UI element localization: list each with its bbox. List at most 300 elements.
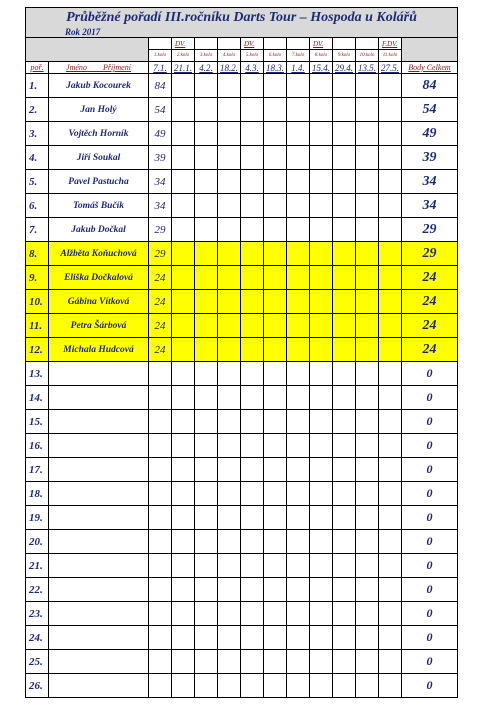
total-points-cell: 0 xyxy=(402,626,458,650)
round-points-cell xyxy=(218,602,241,626)
round-mark xyxy=(333,38,356,50)
table-row xyxy=(26,218,458,242)
round-points-cell xyxy=(149,458,172,482)
round-points-cell xyxy=(333,506,356,530)
round-points-cell: 29 xyxy=(149,242,172,266)
round-points-cell xyxy=(287,530,310,554)
player-name-cell xyxy=(49,362,149,386)
round-points-cell xyxy=(310,554,333,578)
round-points-cell xyxy=(356,98,379,122)
table-row xyxy=(26,458,458,482)
round-points-cell xyxy=(287,218,310,242)
round-points-cell xyxy=(333,242,356,266)
round-points-cell xyxy=(149,554,172,578)
rank-cell: 9. xyxy=(26,266,49,290)
round-points-cell xyxy=(379,194,402,218)
round-label: 2.kolo xyxy=(172,50,195,62)
round-points-cell xyxy=(172,74,195,98)
round-label: 4.kolo xyxy=(218,50,241,62)
round-points-cell xyxy=(149,650,172,674)
round-points-cell xyxy=(218,434,241,458)
player-name-cell xyxy=(49,554,149,578)
round-points-cell xyxy=(218,506,241,530)
standings-sheet xyxy=(25,7,458,698)
player-name-cell xyxy=(49,506,149,530)
round-points-cell xyxy=(310,242,333,266)
round-points-cell xyxy=(379,602,402,626)
table-row xyxy=(26,314,458,338)
round-points-cell xyxy=(195,434,218,458)
round-points-cell xyxy=(172,530,195,554)
round-points-cell xyxy=(379,74,402,98)
round-points-cell xyxy=(172,410,195,434)
table-row xyxy=(26,98,458,122)
round-points-cell: 24 xyxy=(149,314,172,338)
round-points-cell xyxy=(264,98,287,122)
round-points-cell xyxy=(333,410,356,434)
round-points-cell xyxy=(333,218,356,242)
round-points-cell xyxy=(218,290,241,314)
round-points-cell xyxy=(264,122,287,146)
round-label: 9.kolo xyxy=(333,50,356,62)
round-points-cell xyxy=(218,98,241,122)
round-points-cell xyxy=(287,602,310,626)
table-row xyxy=(26,650,458,674)
rank-cell: 1. xyxy=(26,74,49,98)
round-points-cell xyxy=(195,602,218,626)
rank-cell: 8. xyxy=(26,242,49,266)
round-points-cell xyxy=(333,146,356,170)
round-date: 21.1. xyxy=(172,62,195,74)
table-row xyxy=(26,530,458,554)
round-points-cell xyxy=(241,530,264,554)
round-points-cell xyxy=(287,98,310,122)
round-points-cell xyxy=(218,674,241,698)
total-points-cell: 34 xyxy=(402,194,458,218)
round-points-cell xyxy=(379,434,402,458)
round-points-cell xyxy=(333,650,356,674)
round-points-cell xyxy=(149,626,172,650)
round-points-cell xyxy=(218,386,241,410)
round-points-cell xyxy=(218,74,241,98)
round-points-cell xyxy=(241,146,264,170)
header-body-celkem: Body Celkem xyxy=(402,62,458,74)
round-points-cell xyxy=(356,506,379,530)
total-points-cell: 29 xyxy=(402,218,458,242)
round-points-cell xyxy=(310,578,333,602)
round-points-cell xyxy=(356,410,379,434)
round-points-cell xyxy=(310,602,333,626)
round-points-cell xyxy=(287,554,310,578)
round-points-cell xyxy=(356,194,379,218)
round-points-cell xyxy=(333,98,356,122)
round-date: 27.5. xyxy=(379,62,402,74)
rank-cell: 7. xyxy=(26,218,49,242)
round-points-cell xyxy=(195,290,218,314)
round-points-cell: 34 xyxy=(149,170,172,194)
table-row xyxy=(26,554,458,578)
round-points-cell xyxy=(172,218,195,242)
round-points-cell xyxy=(356,170,379,194)
round-points-cell xyxy=(310,170,333,194)
round-points-cell xyxy=(264,482,287,506)
round-points-cell xyxy=(264,266,287,290)
round-points-cell xyxy=(241,242,264,266)
round-points-cell xyxy=(195,218,218,242)
total-points-cell: 0 xyxy=(402,506,458,530)
round-points-cell xyxy=(356,578,379,602)
round-points-cell xyxy=(149,362,172,386)
round-points-cell xyxy=(333,290,356,314)
round-points-cell xyxy=(172,338,195,362)
table-row xyxy=(26,626,458,650)
round-label: 3.kolo xyxy=(195,50,218,62)
round-points-cell xyxy=(218,242,241,266)
rank-cell: 20. xyxy=(26,530,49,554)
player-name-cell: Eliška Dočkalová xyxy=(49,266,149,290)
round-points-cell xyxy=(241,434,264,458)
player-name-cell xyxy=(49,602,149,626)
round-mark xyxy=(264,38,287,50)
round-points-cell xyxy=(379,290,402,314)
table-row xyxy=(26,410,458,434)
round-points-cell xyxy=(172,578,195,602)
round-points-cell xyxy=(172,458,195,482)
round-points-cell xyxy=(218,410,241,434)
round-points-cell xyxy=(264,650,287,674)
round-points-cell xyxy=(172,434,195,458)
player-name-cell: Jan Holý xyxy=(49,98,149,122)
table-row xyxy=(26,170,458,194)
round-label: 6.kolo xyxy=(264,50,287,62)
total-points-cell: 0 xyxy=(402,674,458,698)
round-points-cell xyxy=(264,602,287,626)
round-points-cell xyxy=(172,362,195,386)
round-points-cell xyxy=(379,650,402,674)
round-points-cell xyxy=(218,146,241,170)
round-points-cell xyxy=(195,362,218,386)
player-name-cell: Jakub Kocourek xyxy=(49,74,149,98)
round-points-cell xyxy=(379,674,402,698)
round-points-cell xyxy=(356,602,379,626)
round-points-cell xyxy=(241,314,264,338)
round-points-cell xyxy=(379,242,402,266)
round-points-cell xyxy=(356,218,379,242)
round-points-cell xyxy=(333,314,356,338)
round-points-cell xyxy=(356,290,379,314)
round-points-cell xyxy=(287,434,310,458)
round-points-cell xyxy=(264,314,287,338)
round-points-cell xyxy=(172,674,195,698)
round-points-cell xyxy=(379,482,402,506)
round-points-cell xyxy=(356,482,379,506)
round-points-cell xyxy=(195,554,218,578)
round-points-cell xyxy=(241,482,264,506)
round-points-cell xyxy=(379,554,402,578)
round-points-cell xyxy=(264,554,287,578)
total-points-cell: 0 xyxy=(402,482,458,506)
round-points-cell xyxy=(333,170,356,194)
round-points-cell xyxy=(172,98,195,122)
round-points-cell xyxy=(241,602,264,626)
round-points-cell xyxy=(195,74,218,98)
round-points-cell xyxy=(356,338,379,362)
round-points-cell xyxy=(241,98,264,122)
table-row xyxy=(26,122,458,146)
round-points-cell xyxy=(310,98,333,122)
round-points-cell xyxy=(172,650,195,674)
round-points-cell xyxy=(356,74,379,98)
round-points-cell xyxy=(172,266,195,290)
total-points-cell: 0 xyxy=(402,578,458,602)
round-points-cell xyxy=(287,362,310,386)
round-points-cell xyxy=(195,506,218,530)
player-name-cell: Jakub Dočkal xyxy=(49,218,149,242)
round-points-cell xyxy=(241,194,264,218)
round-points-cell xyxy=(333,386,356,410)
round-points-cell xyxy=(149,578,172,602)
round-mark: DV. xyxy=(172,38,195,50)
round-points-cell xyxy=(241,458,264,482)
header-name xyxy=(49,62,149,74)
round-points-cell xyxy=(287,170,310,194)
rank-cell: 2. xyxy=(26,98,49,122)
round-points-cell xyxy=(218,194,241,218)
round-points-cell xyxy=(264,578,287,602)
round-date: 18.3. xyxy=(264,62,287,74)
round-points-cell xyxy=(310,434,333,458)
round-points-cell: 29 xyxy=(149,218,172,242)
header-total-spacer xyxy=(402,38,458,62)
round-points-cell xyxy=(241,290,264,314)
round-points-cell xyxy=(149,674,172,698)
round-points-cell xyxy=(195,266,218,290)
round-date: 7.1. xyxy=(149,62,172,74)
round-points-cell xyxy=(264,338,287,362)
round-points-cell xyxy=(195,650,218,674)
round-points-cell xyxy=(218,626,241,650)
round-points-cell xyxy=(172,122,195,146)
round-points-cell xyxy=(218,170,241,194)
round-points-cell xyxy=(310,362,333,386)
round-points-cell xyxy=(241,338,264,362)
round-points-cell xyxy=(379,314,402,338)
round-points-cell xyxy=(287,506,310,530)
round-points-cell xyxy=(195,626,218,650)
table-row xyxy=(26,482,458,506)
round-points-cell xyxy=(287,458,310,482)
round-points-cell xyxy=(310,386,333,410)
round-points-cell xyxy=(172,194,195,218)
round-points-cell xyxy=(218,266,241,290)
rank-cell: 13. xyxy=(26,362,49,386)
total-points-cell: 29 xyxy=(402,242,458,266)
round-points-cell xyxy=(172,554,195,578)
round-points-cell: 24 xyxy=(149,266,172,290)
round-points-cell xyxy=(218,218,241,242)
player-name-cell: Tomáš Bučík xyxy=(49,194,149,218)
round-points-cell xyxy=(310,122,333,146)
round-points-cell xyxy=(195,242,218,266)
round-points-cell xyxy=(310,626,333,650)
round-points-cell xyxy=(356,122,379,146)
round-points-cell xyxy=(356,362,379,386)
round-date: 1.4. xyxy=(287,62,310,74)
round-points-cell xyxy=(333,482,356,506)
round-date: 13.5. xyxy=(356,62,379,74)
total-points-cell: 0 xyxy=(402,554,458,578)
player-name-cell: Pavel Pastucha xyxy=(49,170,149,194)
round-points-cell xyxy=(172,170,195,194)
round-label: 11.kolo xyxy=(379,50,402,62)
round-points-cell xyxy=(241,626,264,650)
round-points-cell xyxy=(287,338,310,362)
round-points-cell xyxy=(218,458,241,482)
round-points-cell xyxy=(149,410,172,434)
round-points-cell xyxy=(241,362,264,386)
total-points-cell: 0 xyxy=(402,386,458,410)
table-row xyxy=(26,602,458,626)
round-points-cell xyxy=(287,650,310,674)
total-points-cell: 0 xyxy=(402,362,458,386)
round-points-cell xyxy=(218,578,241,602)
round-points-cell xyxy=(356,266,379,290)
round-label: 8.kolo xyxy=(310,50,333,62)
round-points-cell xyxy=(264,434,287,458)
round-points-cell xyxy=(287,194,310,218)
total-points-cell: 39 xyxy=(402,146,458,170)
round-points-cell xyxy=(310,674,333,698)
header-prijmeni: Příjmení xyxy=(102,63,131,72)
round-points-cell xyxy=(310,314,333,338)
round-points-cell xyxy=(287,626,310,650)
round-points-cell xyxy=(333,122,356,146)
total-points-cell: 49 xyxy=(402,122,458,146)
round-points-cell xyxy=(287,482,310,506)
round-mark xyxy=(287,38,310,50)
total-points-cell: 54 xyxy=(402,98,458,122)
table-row xyxy=(26,290,458,314)
round-points-cell xyxy=(310,194,333,218)
round-points-cell xyxy=(264,626,287,650)
round-points-cell xyxy=(149,602,172,626)
round-points-cell xyxy=(310,266,333,290)
rank-cell: 10. xyxy=(26,290,49,314)
round-points-cell xyxy=(310,146,333,170)
round-points-cell xyxy=(264,170,287,194)
round-points-cell xyxy=(218,482,241,506)
round-points-cell xyxy=(149,482,172,506)
round-points-cell xyxy=(287,314,310,338)
player-name-cell xyxy=(49,674,149,698)
table-row xyxy=(26,386,458,410)
round-points-cell xyxy=(333,602,356,626)
round-points-cell xyxy=(379,362,402,386)
round-points-cell xyxy=(310,218,333,242)
round-points-cell xyxy=(333,530,356,554)
round-points-cell xyxy=(218,650,241,674)
total-points-cell: 24 xyxy=(402,314,458,338)
round-points-cell xyxy=(241,386,264,410)
table-row xyxy=(26,338,458,362)
round-points-cell xyxy=(172,146,195,170)
round-points-cell xyxy=(218,530,241,554)
round-points-cell: 49 xyxy=(149,122,172,146)
round-points-cell xyxy=(356,626,379,650)
round-points-cell xyxy=(195,146,218,170)
round-points-cell xyxy=(195,578,218,602)
rank-cell: 22. xyxy=(26,578,49,602)
round-points-cell xyxy=(310,74,333,98)
round-points-cell: 34 xyxy=(149,194,172,218)
round-points-cell xyxy=(195,170,218,194)
total-points-cell: 0 xyxy=(402,530,458,554)
total-points-cell: 24 xyxy=(402,290,458,314)
round-points-cell xyxy=(287,122,310,146)
round-points-cell xyxy=(264,674,287,698)
rank-cell: 12. xyxy=(26,338,49,362)
round-points-cell xyxy=(379,506,402,530)
round-points-cell xyxy=(195,122,218,146)
player-name-cell xyxy=(49,578,149,602)
round-points-cell xyxy=(264,506,287,530)
player-name-cell xyxy=(49,482,149,506)
round-date: 18.2. xyxy=(218,62,241,74)
table-row xyxy=(26,434,458,458)
rank-cell: 26. xyxy=(26,674,49,698)
round-points-cell xyxy=(287,386,310,410)
table-row xyxy=(26,242,458,266)
round-points-cell xyxy=(172,506,195,530)
round-points-cell xyxy=(218,338,241,362)
round-points-cell xyxy=(356,242,379,266)
round-points-cell xyxy=(149,530,172,554)
player-name-cell xyxy=(49,410,149,434)
round-points-cell xyxy=(310,338,333,362)
round-points-cell xyxy=(195,194,218,218)
round-points-cell xyxy=(379,98,402,122)
round-points-cell xyxy=(379,458,402,482)
table-row xyxy=(26,578,458,602)
round-points-cell xyxy=(287,410,310,434)
player-name-cell: Petra Šárbová xyxy=(49,314,149,338)
round-points-cell: 24 xyxy=(149,290,172,314)
round-points-cell xyxy=(195,98,218,122)
player-name-cell xyxy=(49,458,149,482)
rank-cell: 19. xyxy=(26,506,49,530)
round-points-cell xyxy=(379,266,402,290)
round-points-cell xyxy=(287,74,310,98)
player-name-cell: Alžběta Koňuchová xyxy=(49,242,149,266)
table-row xyxy=(26,506,458,530)
rank-cell: 3. xyxy=(26,122,49,146)
round-points-cell xyxy=(264,74,287,98)
rank-cell: 6. xyxy=(26,194,49,218)
header-poradi: poř. xyxy=(26,62,49,74)
round-points-cell xyxy=(218,122,241,146)
sheet-title: Průběžné pořadí III.ročníku Darts Tour – Hospoda u Kolářů xyxy=(26,8,458,38)
standings-table xyxy=(25,7,458,698)
round-points-cell xyxy=(172,602,195,626)
round-points-cell xyxy=(287,242,310,266)
round-points-cell xyxy=(195,674,218,698)
round-points-cell xyxy=(333,362,356,386)
round-points-cell: 39 xyxy=(149,146,172,170)
table-row xyxy=(26,74,458,98)
round-points-cell xyxy=(241,506,264,530)
player-name-cell: Michala Hudcová xyxy=(49,338,149,362)
round-points-cell xyxy=(356,314,379,338)
